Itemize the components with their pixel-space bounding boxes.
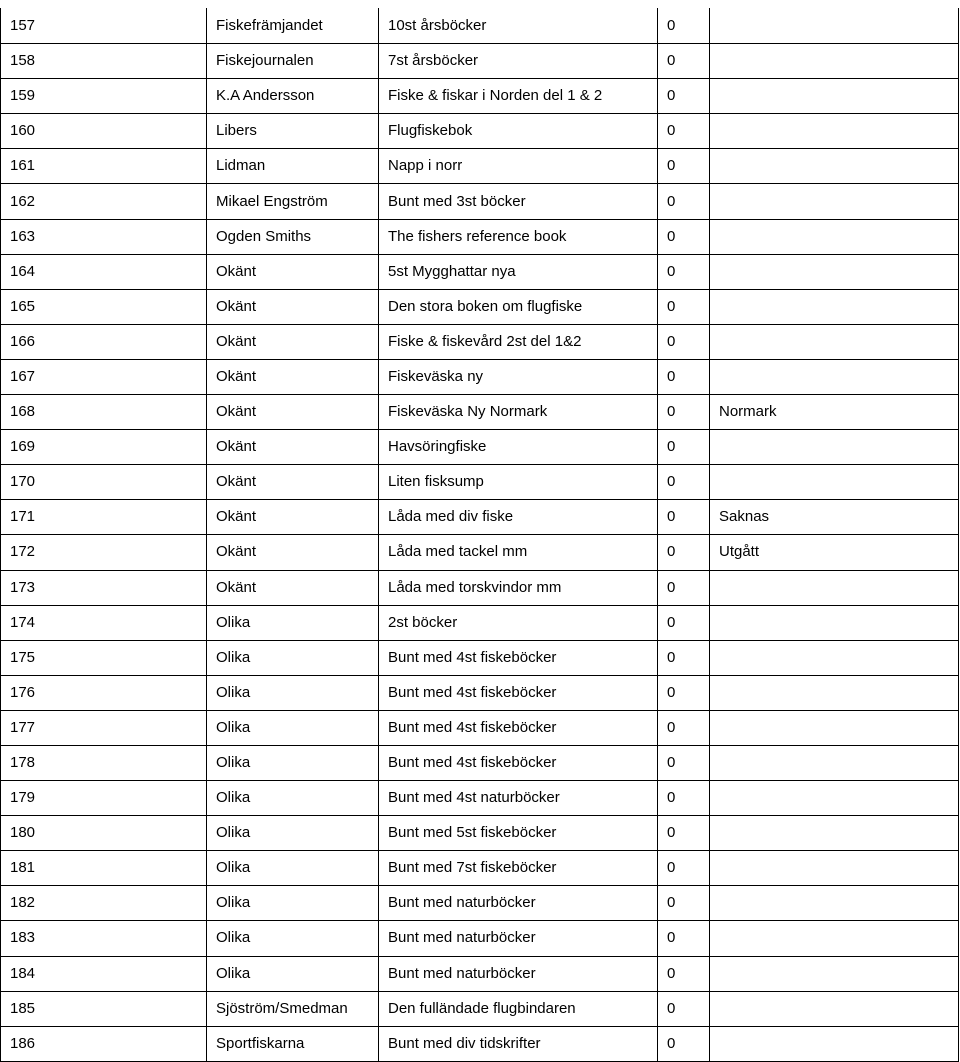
cell-number: 186: [1, 1026, 207, 1061]
cell-number: 176: [1, 675, 207, 710]
cell-title: Bunt med 4st fiskeböcker: [379, 745, 658, 780]
cell-number: 167: [1, 359, 207, 394]
cell-number: 181: [1, 851, 207, 886]
cell-note: [710, 570, 959, 605]
cell-author: Sportfiskarna: [207, 1026, 379, 1061]
cell-note: [710, 816, 959, 851]
cell-note: [710, 745, 959, 780]
cell-title: Bunt med 5st fiskeböcker: [379, 816, 658, 851]
cell-number: 168: [1, 395, 207, 430]
cell-title: Låda med torskvindor mm: [379, 570, 658, 605]
cell-note: [710, 465, 959, 500]
cell-quantity: 0: [658, 9, 710, 44]
cell-title: Bunt med 4st naturböcker: [379, 781, 658, 816]
cell-number: 163: [1, 219, 207, 254]
table-row: [1, 430, 959, 465]
table-row: [1, 79, 959, 114]
cell-quantity: 0: [658, 605, 710, 640]
cell-note: [710, 675, 959, 710]
cell-number: 166: [1, 324, 207, 359]
cell-author: Okänt: [207, 289, 379, 324]
cell-title: Bunt med naturböcker: [379, 956, 658, 991]
table-row: [1, 114, 959, 149]
cell-note: [710, 1026, 959, 1061]
cell-quantity: 0: [658, 79, 710, 114]
cell-note: [710, 44, 959, 79]
cell-number: 183: [1, 921, 207, 956]
table-row: [1, 535, 959, 570]
cell-author: Fiskejournalen: [207, 44, 379, 79]
cell-note: [710, 114, 959, 149]
cell-author: Okänt: [207, 465, 379, 500]
cell-quantity: 0: [658, 500, 710, 535]
table-row: [1, 44, 959, 79]
cell-author: Olika: [207, 781, 379, 816]
cell-title: Bunt med 4st fiskeböcker: [379, 640, 658, 675]
cell-number: 170: [1, 465, 207, 500]
cell-quantity: 0: [658, 44, 710, 79]
table-row: [1, 289, 959, 324]
cell-title: Napp i norr: [379, 149, 658, 184]
cell-number: 161: [1, 149, 207, 184]
cell-author: Lidman: [207, 149, 379, 184]
cell-number: 171: [1, 500, 207, 535]
table-row: [1, 149, 959, 184]
cell-quantity: 0: [658, 745, 710, 780]
cell-title: Liten fisksump: [379, 465, 658, 500]
cell-quantity: 0: [658, 851, 710, 886]
cell-quantity: 0: [658, 289, 710, 324]
cell-author: Olika: [207, 956, 379, 991]
cell-quantity: 0: [658, 816, 710, 851]
cell-author: Okänt: [207, 570, 379, 605]
cell-title: Bunt med naturböcker: [379, 921, 658, 956]
cell-author: Okänt: [207, 430, 379, 465]
cell-note: [710, 184, 959, 219]
table-row: [1, 395, 959, 430]
cell-author: Okänt: [207, 535, 379, 570]
cell-title: 10st årsböcker: [379, 9, 658, 44]
cell-quantity: 0: [658, 675, 710, 710]
table-row: [1, 324, 959, 359]
table-row: [1, 219, 959, 254]
cell-number: 160: [1, 114, 207, 149]
cell-quantity: 0: [658, 1026, 710, 1061]
table-row: [1, 886, 959, 921]
cell-note: [710, 781, 959, 816]
cell-quantity: 0: [658, 956, 710, 991]
cell-title: Låda med div fiske: [379, 500, 658, 535]
table-row: [1, 675, 959, 710]
cell-title: Fiske & fiskar i Norden del 1 & 2: [379, 79, 658, 114]
cell-note: [710, 254, 959, 289]
table-row: [1, 710, 959, 745]
cell-note: [710, 79, 959, 114]
cell-number: 157: [1, 9, 207, 44]
cell-author: Okänt: [207, 500, 379, 535]
table-row: [1, 640, 959, 675]
cell-title: Fiskeväska ny: [379, 359, 658, 394]
cell-title: Flugfiskebok: [379, 114, 658, 149]
cell-note: [710, 921, 959, 956]
cell-note: [710, 9, 959, 44]
table-row: [1, 851, 959, 886]
cell-title: Bunt med 7st fiskeböcker: [379, 851, 658, 886]
cell-note: [710, 710, 959, 745]
table-row: [1, 605, 959, 640]
cell-note: [710, 956, 959, 991]
cell-quantity: 0: [658, 254, 710, 289]
cell-note: [710, 430, 959, 465]
cell-quantity: 0: [658, 535, 710, 570]
cell-quantity: 0: [658, 359, 710, 394]
cell-note: [710, 640, 959, 675]
cell-number: 158: [1, 44, 207, 79]
cell-author: Okänt: [207, 324, 379, 359]
inventory-table-body: [1, 9, 959, 1062]
cell-number: 159: [1, 79, 207, 114]
cell-author: Olika: [207, 816, 379, 851]
cell-title: Bunt med naturböcker: [379, 886, 658, 921]
cell-number: 184: [1, 956, 207, 991]
cell-note: [710, 359, 959, 394]
cell-note: [710, 149, 959, 184]
cell-author: Olika: [207, 851, 379, 886]
table-row: [1, 1026, 959, 1061]
table-row: [1, 921, 959, 956]
table-row: [1, 570, 959, 605]
cell-number: 172: [1, 535, 207, 570]
cell-title: Bunt med div tidskrifter: [379, 1026, 658, 1061]
cell-quantity: 0: [658, 149, 710, 184]
cell-number: 179: [1, 781, 207, 816]
cell-number: 162: [1, 184, 207, 219]
table-row: [1, 816, 959, 851]
cell-note: Saknas: [710, 500, 959, 535]
cell-note: [710, 219, 959, 254]
cell-number: 177: [1, 710, 207, 745]
cell-author: Fiskefrämjandet: [207, 9, 379, 44]
cell-author: Olika: [207, 640, 379, 675]
cell-title: Havsöringfiske: [379, 430, 658, 465]
cell-author: Olika: [207, 675, 379, 710]
cell-number: 165: [1, 289, 207, 324]
cell-note: [710, 851, 959, 886]
table-row: [1, 991, 959, 1026]
table-row: [1, 956, 959, 991]
cell-quantity: 0: [658, 781, 710, 816]
cell-note: [710, 991, 959, 1026]
cell-note: [710, 289, 959, 324]
cell-author: Sjöström/Smedman: [207, 991, 379, 1026]
cell-quantity: 0: [658, 465, 710, 500]
cell-title: Låda med tackel mm: [379, 535, 658, 570]
cell-number: 175: [1, 640, 207, 675]
cell-author: Olika: [207, 886, 379, 921]
cell-quantity: 0: [658, 324, 710, 359]
cell-number: 178: [1, 745, 207, 780]
cell-author: Mikael Engström: [207, 184, 379, 219]
cell-title: 5st Mygghattar nya: [379, 254, 658, 289]
cell-number: 174: [1, 605, 207, 640]
cell-quantity: 0: [658, 886, 710, 921]
cell-author: Olika: [207, 745, 379, 780]
table-row: [1, 500, 959, 535]
cell-quantity: 0: [658, 921, 710, 956]
cell-title: Fiskeväska Ny Normark: [379, 395, 658, 430]
cell-quantity: 0: [658, 114, 710, 149]
cell-quantity: 0: [658, 395, 710, 430]
cell-note: [710, 605, 959, 640]
cell-note: [710, 886, 959, 921]
cell-number: 164: [1, 254, 207, 289]
cell-quantity: 0: [658, 710, 710, 745]
table-row: [1, 9, 959, 44]
cell-number: 173: [1, 570, 207, 605]
cell-author: Olika: [207, 710, 379, 745]
cell-quantity: 0: [658, 219, 710, 254]
cell-author: Olika: [207, 921, 379, 956]
table-row: [1, 781, 959, 816]
cell-title: Fiske & fiskevård 2st del 1&2: [379, 324, 658, 359]
cell-author: Ogden Smiths: [207, 219, 379, 254]
cell-note: Normark: [710, 395, 959, 430]
cell-number: 182: [1, 886, 207, 921]
cell-quantity: 0: [658, 570, 710, 605]
cell-author: Okänt: [207, 359, 379, 394]
cell-author: Olika: [207, 605, 379, 640]
cell-author: Okänt: [207, 395, 379, 430]
table-row: [1, 465, 959, 500]
cell-number: 180: [1, 816, 207, 851]
cell-title: Bunt med 4st fiskeböcker: [379, 675, 658, 710]
cell-note: [710, 324, 959, 359]
cell-author: Okänt: [207, 254, 379, 289]
cell-author: Libers: [207, 114, 379, 149]
cell-number: 185: [1, 991, 207, 1026]
cell-title: Bunt med 3st böcker: [379, 184, 658, 219]
cell-title: Bunt med 4st fiskeböcker: [379, 710, 658, 745]
cell-quantity: 0: [658, 991, 710, 1026]
cell-quantity: 0: [658, 430, 710, 465]
cell-note: Utgått: [710, 535, 959, 570]
table-row: [1, 359, 959, 394]
cell-number: 169: [1, 430, 207, 465]
cell-title: 2st böcker: [379, 605, 658, 640]
cell-title: Den stora boken om flugfiske: [379, 289, 658, 324]
cell-quantity: 0: [658, 184, 710, 219]
cell-quantity: 0: [658, 640, 710, 675]
cell-title: Den fulländade flugbindaren: [379, 991, 658, 1026]
inventory-table: [0, 8, 959, 1062]
cell-title: 7st årsböcker: [379, 44, 658, 79]
table-row: [1, 745, 959, 780]
table-row: [1, 254, 959, 289]
cell-title: The fishers reference book: [379, 219, 658, 254]
cell-author: K.A Andersson: [207, 79, 379, 114]
table-row: [1, 184, 959, 219]
